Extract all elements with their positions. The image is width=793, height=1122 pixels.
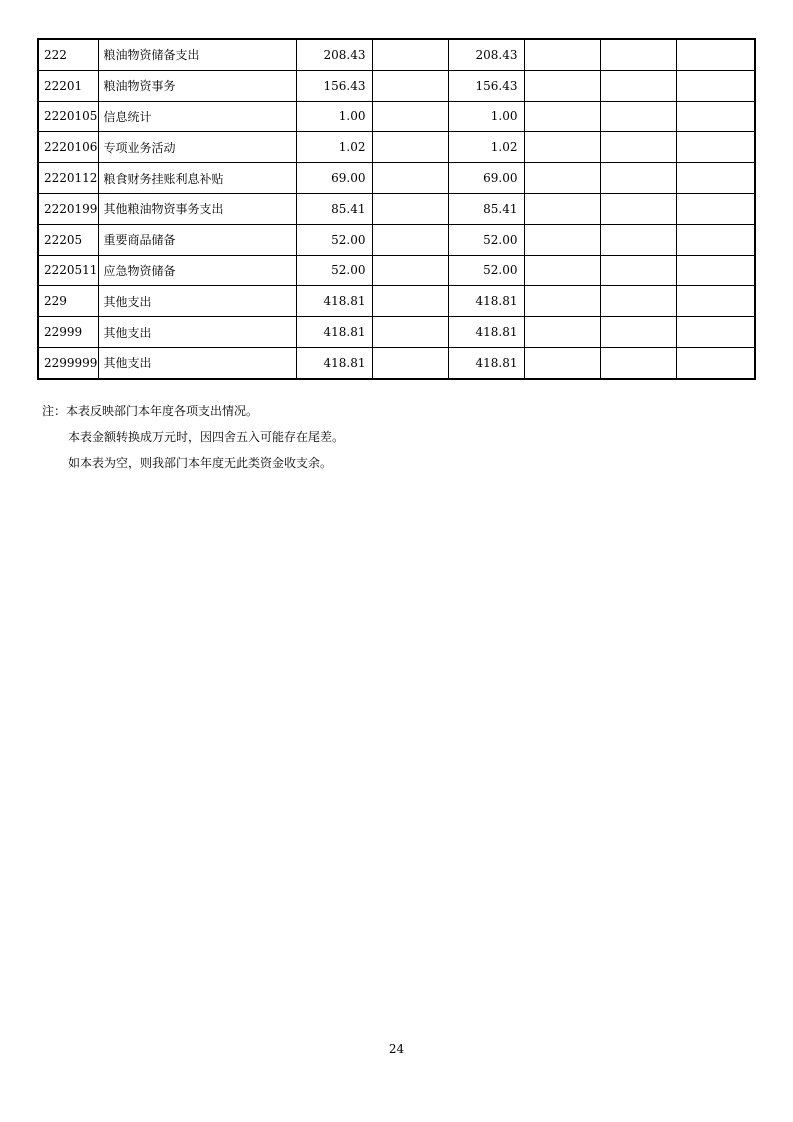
cell-amount bbox=[676, 163, 755, 194]
cell-amount bbox=[600, 193, 676, 224]
cell-subject-code: 2220106 bbox=[38, 132, 98, 163]
table-row bbox=[38, 317, 755, 348]
cell-amount: 418.81 bbox=[448, 317, 524, 348]
cell-subject-name: 重要商品储备 bbox=[98, 224, 296, 255]
cell-amount bbox=[524, 286, 600, 317]
cell-subject-name: 其他支出 bbox=[98, 286, 296, 317]
table-row bbox=[38, 193, 755, 224]
cell-amount: 156.43 bbox=[448, 70, 524, 101]
table-row bbox=[38, 132, 755, 163]
cell-total: 1.00 bbox=[296, 101, 372, 132]
cell-amount bbox=[676, 70, 755, 101]
cell-subject-name: 其他粮油物资事务支出 bbox=[98, 193, 296, 224]
cell-subject-code: 22201 bbox=[38, 70, 98, 101]
cell-amount bbox=[676, 347, 755, 378]
cell-total: 85.41 bbox=[296, 193, 372, 224]
cell-amount: 52.00 bbox=[448, 255, 524, 286]
cell-amount bbox=[600, 39, 676, 70]
cell-amount bbox=[524, 132, 600, 163]
cell-amount bbox=[676, 101, 755, 132]
table-row bbox=[38, 224, 755, 255]
cell-amount: 208.43 bbox=[448, 39, 524, 70]
cell-amount bbox=[600, 286, 676, 317]
table-row bbox=[38, 101, 755, 132]
table-row bbox=[38, 286, 755, 317]
cell-total: 69.00 bbox=[296, 163, 372, 194]
cell-subject-code: 22205 bbox=[38, 224, 98, 255]
cell-subject-name: 其他支出 bbox=[98, 347, 296, 378]
cell-amount bbox=[676, 224, 755, 255]
table-row bbox=[38, 347, 755, 378]
cell-total: 418.81 bbox=[296, 317, 372, 348]
cell-subject-code: 2220112 bbox=[38, 163, 98, 194]
cell-amount bbox=[524, 224, 600, 255]
cell-total: 52.00 bbox=[296, 224, 372, 255]
cell-total: 156.43 bbox=[296, 70, 372, 101]
cell-total: 208.43 bbox=[296, 39, 372, 70]
cell-amount bbox=[524, 163, 600, 194]
cell-amount bbox=[372, 39, 448, 70]
cell-amount bbox=[372, 224, 448, 255]
cell-amount bbox=[676, 132, 755, 163]
cell-subject-code: 2220105 bbox=[38, 101, 98, 132]
cell-subject-code: 222 bbox=[38, 39, 98, 70]
cell-amount: 69.00 bbox=[448, 163, 524, 194]
cell-subject-name: 粮油物资储备支出 bbox=[98, 39, 296, 70]
cell-total: 52.00 bbox=[296, 255, 372, 286]
note-line: 如本表为空，则我部门本年度无此类资金收支余。 bbox=[68, 456, 333, 470]
cell-amount bbox=[676, 255, 755, 286]
cell-amount bbox=[524, 193, 600, 224]
cell-amount bbox=[676, 286, 755, 317]
cell-amount bbox=[524, 101, 600, 132]
expenditure-table bbox=[37, 38, 756, 380]
cell-amount: 1.02 bbox=[448, 132, 524, 163]
cell-amount bbox=[372, 317, 448, 348]
cell-amount bbox=[600, 163, 676, 194]
cell-amount: 1.00 bbox=[448, 101, 524, 132]
cell-subject-code: 2220199 bbox=[38, 193, 98, 224]
cell-amount bbox=[372, 101, 448, 132]
cell-subject-name: 应急物资储备 bbox=[98, 255, 296, 286]
cell-amount bbox=[676, 39, 755, 70]
table-row bbox=[38, 255, 755, 286]
cell-subject-name: 粮油物资事务 bbox=[98, 70, 296, 101]
cell-subject-name: 粮食财务挂账利息补贴 bbox=[98, 163, 296, 194]
cell-amount bbox=[372, 286, 448, 317]
cell-amount bbox=[372, 347, 448, 378]
cell-amount bbox=[676, 193, 755, 224]
cell-subject-code: 2299999 bbox=[38, 347, 98, 378]
table-row bbox=[38, 70, 755, 101]
cell-amount: 418.81 bbox=[448, 286, 524, 317]
cell-amount bbox=[372, 70, 448, 101]
note-line: 本表金额转换成万元时，因四舍五入可能存在尾差。 bbox=[68, 430, 345, 444]
cell-amount bbox=[524, 70, 600, 101]
cell-total: 418.81 bbox=[296, 347, 372, 378]
cell-amount bbox=[524, 317, 600, 348]
cell-amount: 52.00 bbox=[448, 224, 524, 255]
table-row bbox=[38, 39, 755, 70]
table-row bbox=[38, 163, 755, 194]
cell-amount bbox=[600, 224, 676, 255]
cell-amount bbox=[600, 132, 676, 163]
cell-total: 1.02 bbox=[296, 132, 372, 163]
cell-subject-code: 229 bbox=[38, 286, 98, 317]
cell-amount bbox=[524, 347, 600, 378]
page-number: 24 bbox=[388, 1042, 405, 1056]
cell-amount bbox=[372, 132, 448, 163]
cell-amount bbox=[600, 317, 676, 348]
cell-amount bbox=[524, 255, 600, 286]
cell-subject-code: 2220511 bbox=[38, 255, 98, 286]
table-notes bbox=[42, 398, 344, 476]
cell-total: 418.81 bbox=[296, 286, 372, 317]
table-body bbox=[38, 39, 755, 379]
cell-amount bbox=[676, 317, 755, 348]
cell-subject-name: 信息统计 bbox=[98, 101, 296, 132]
cell-subject-name: 专项业务活动 bbox=[98, 132, 296, 163]
cell-subject-name: 其他支出 bbox=[98, 317, 296, 348]
cell-amount bbox=[600, 255, 676, 286]
cell-subject-code: 22999 bbox=[38, 317, 98, 348]
cell-amount bbox=[600, 101, 676, 132]
cell-amount bbox=[372, 163, 448, 194]
cell-amount bbox=[372, 193, 448, 224]
cell-amount bbox=[600, 347, 676, 378]
cell-amount bbox=[524, 39, 600, 70]
cell-amount bbox=[600, 70, 676, 101]
cell-amount: 85.41 bbox=[448, 193, 524, 224]
cell-amount bbox=[372, 255, 448, 286]
cell-amount: 418.81 bbox=[448, 347, 524, 378]
note-line: 注：本表反映部门本年度各项支出情况。 bbox=[42, 404, 259, 418]
